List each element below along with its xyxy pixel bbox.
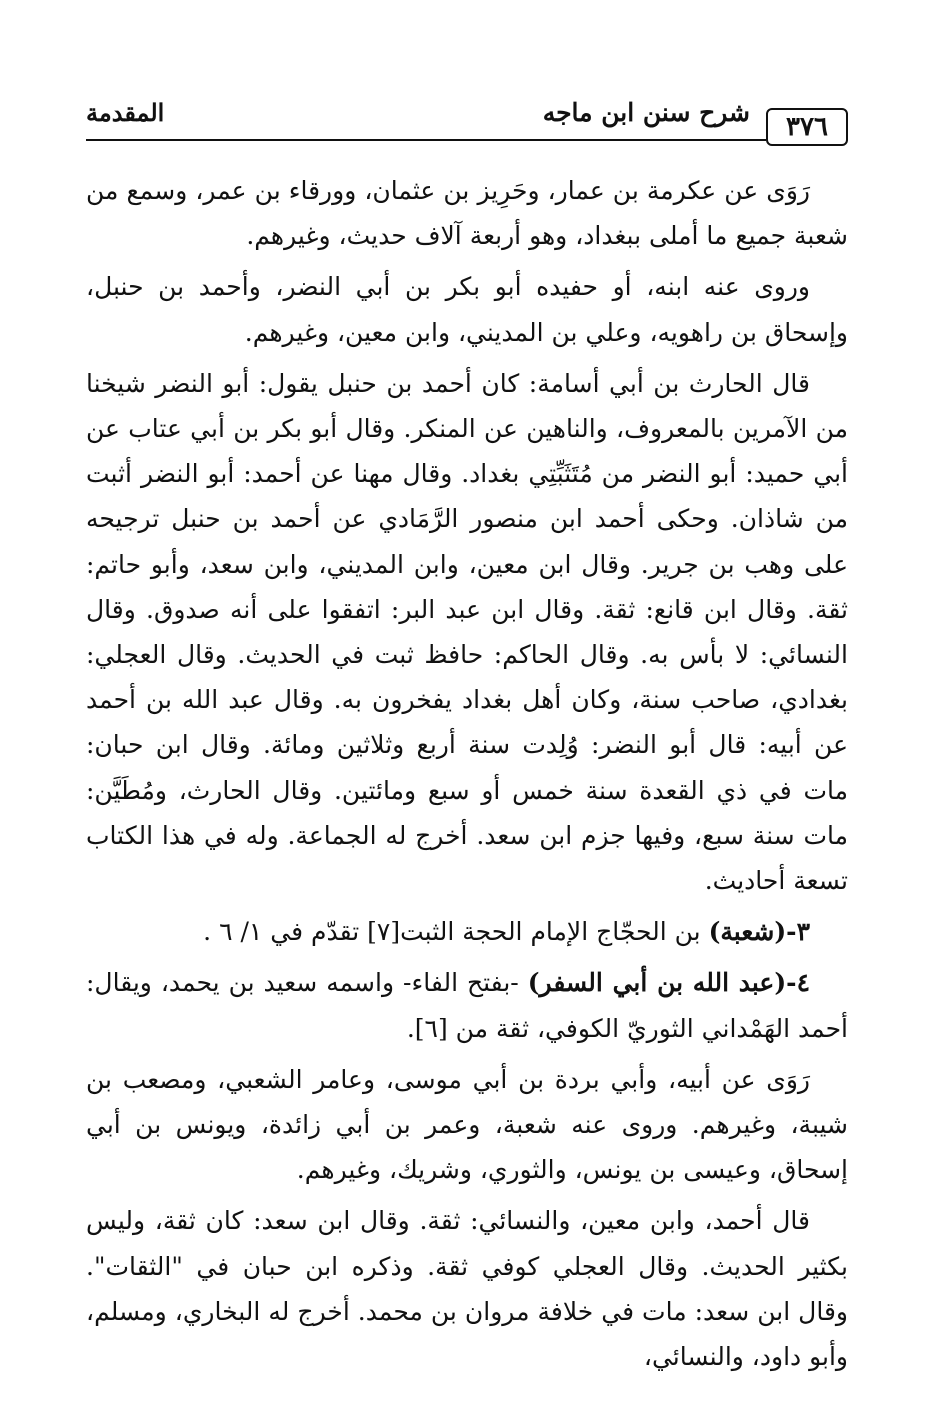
paragraph-7: [86, 1198, 848, 1379]
section-title: المقدمة: [86, 98, 165, 127]
paragraph-5-narrator-4: [86, 960, 848, 1050]
paragraph-text: -بفتح الفاء- واسمه سعيد بن يحمد، ويقال: أحمد الهَمْداني الثوريّ الكوفي، ثقة من [٦].: [86, 968, 848, 1043]
paragraph-6: [86, 1057, 848, 1193]
narrator-heading: ٤-(عبد الله بن أبي السفر): [527, 968, 810, 998]
book-title: شرح سنن ابن ماجه: [542, 98, 750, 127]
paragraph-text: قال أحمد، وابن معين، والنسائي: ثقة. وقال ابن سعد: كان ثقة، وليس بكثير الحديث. وقال العجلي كوفي ثقة. وذكره ابن حبان في "الثقات". وقال ابن سعد: مات في خلافة مروان بن محمد. أخرج له البخاري، ومسلم، وأبو داود، والنسائي،: [86, 1206, 848, 1372]
narrator-heading: ٣-(شعبة): [708, 917, 810, 947]
paragraph-1: [86, 168, 848, 258]
paragraph-text: بن الحجّاج الإمام الحجة الثبت[٧] تقدّم في ١/ ٦ .: [203, 917, 709, 947]
paragraph-text: رَوَى عن عكرمة بن عمار، وحَرِيز بن عثمان، وورقاء بن عمر، وسمع من شعبة جميع ما أملى ببغداد، وهو أربعة آلاف حديث، وغيرهم.: [86, 176, 848, 251]
paragraph-3: [86, 361, 848, 903]
paragraph-text: رَوَى عن أبيه، وأبي بردة بن أبي موسى، وعامر الشعبي، ومصعب بن شيبة، وغيرهم. وروى عنه شعبة، وعمر بن أبي زائدة، ويونس بن أبي إسحاق، وعيسى بن يونس، والثوري، وشريك، وغيرهم.: [86, 1064, 848, 1185]
header-divider: [86, 139, 766, 141]
paragraph-2: [86, 264, 848, 354]
page-body: [86, 168, 848, 1385]
page-number: ٣٧٦: [766, 108, 848, 146]
page-header: [86, 96, 848, 148]
paragraph-text: قال الحارث بن أبي أسامة: كان أحمد بن حنبل يقول: أبو النضر شيخنا من الآمرين بالمعروف، والناهين عن المنكر. وقال أبو بكر بن أبي عتاب عن أبي حميد: أبو النضر من مُتَثَبِّتِي بغداد. وقال مهنا عن أحمد: أبو النضر أثبت من شاذان. وحكى أحمد ابن منصور الرَّمَادي عن أحمد بن حنبل ترجيحه على وهب بن جرير. وقال ابن معين، وابن المديني، وابن سعد، وأبو حاتم: ثقة. وقال ابن قانع: ثقة. وقال ابن عبد البر: اتفقوا على أنه صدوق. وقال النسائي: لا بأس به. وقال الحاكم: حافظ ثبت في الحديث. وقال العجلي: بغدادي، صاحب سنة، وكان أهل بغداد يفخرون به. وقال عبد الله بن أحمد عن أبيه: قال أبو النضر: وُلِدت سنة أربع وثلاثين ومائة. وقال ابن حبان: مات في ذي القعدة سنة خمس أو سبع ومائتين. وقال الحارث، ومُطَيَّن: مات سنة سبع، وفيها جزم ابن سعد. أخرج له الجماعة. وله في هذا الكتاب تسعة أحاديث.: [86, 368, 848, 896]
paragraph-4-narrator-3: [86, 909, 848, 954]
paragraph-text: وروى عنه ابنه، أو حفيده أبو بكر بن أبي النضر، وأحمد بن حنبل، وإسحاق بن راهويه، وعلي بن المديني، وابن معين، وغيرهم.: [86, 272, 848, 347]
